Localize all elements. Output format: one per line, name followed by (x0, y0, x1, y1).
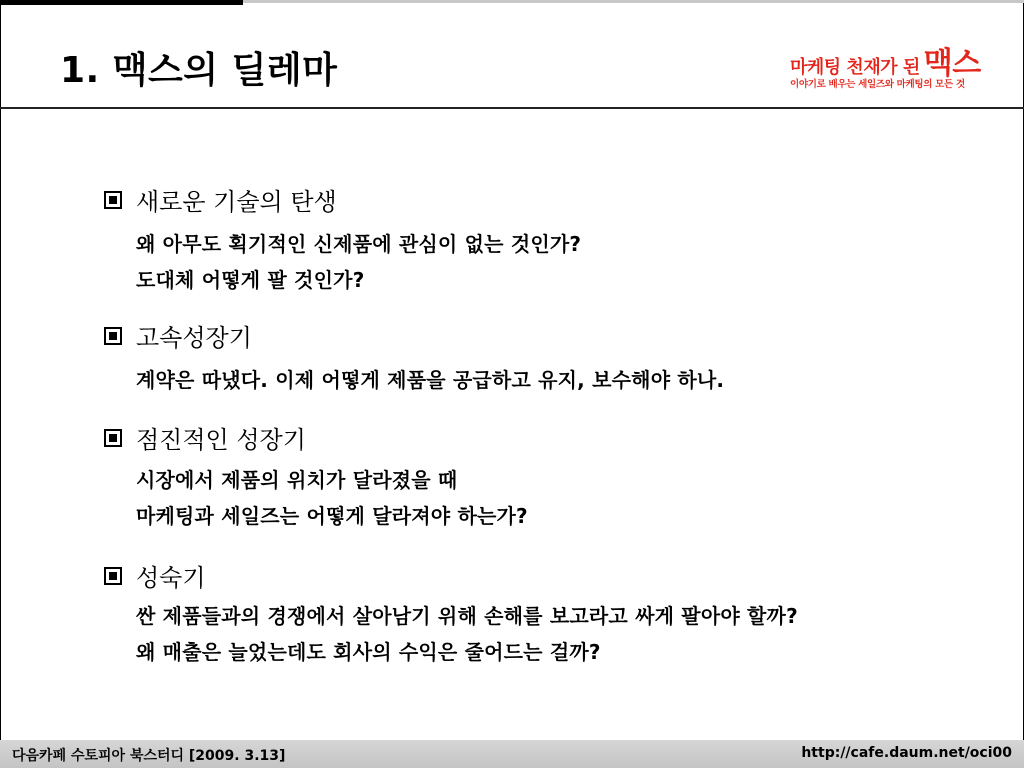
section-2-line-1: 계약은 따냈다. 이제 어떻게 제품을 공급하고 유지, 보수해야 하나. (136, 368, 725, 392)
top-stripe-light (243, 0, 1024, 3)
square-bullet-icon (104, 327, 122, 345)
section-3-line-1: 시장에서 제품의 위치가 달라졌을 때 (136, 468, 458, 492)
section-4-line-1: 싼 제품들과의 경쟁에서 살아남기 위해 손해를 보고라고 싸게 팔아야 할까? (136, 604, 798, 628)
footer-bar (0, 740, 1024, 768)
section-heading-4 (104, 558, 206, 593)
section-heading-text: 성숙기 (136, 564, 206, 592)
footer-source: 다음카페 수토피아 북스터디 [2009. 3.13] (12, 748, 286, 764)
square-bullet-icon (104, 567, 122, 585)
section-heading-text: 고속성장기 (136, 324, 252, 352)
section-heading-text: 점진적인 성장기 (136, 426, 306, 454)
logo-name: 맥스 (923, 46, 981, 81)
section-3-line-2: 마케팅과 세일즈는 어떻게 달라져야 하는가? (136, 504, 528, 528)
logo (790, 24, 1010, 96)
header-divider (0, 107, 1024, 109)
section-heading-3 (104, 420, 306, 455)
top-stripe-dark (0, 0, 243, 5)
section-heading-1 (104, 182, 337, 217)
section-1-line-1: 왜 아무도 획기적인 신제품에 관심이 없는 것인가? (136, 232, 582, 256)
footer-url: http://cafe.daum.net/oci00 (801, 745, 1012, 761)
logo-subtitle: 이야기로 배우는 세일즈와 마케팅의 모든 것 (790, 79, 965, 90)
square-bullet-icon (104, 191, 122, 209)
square-bullet-icon (104, 429, 122, 447)
section-heading-text: 새로운 기술의 탄생 (136, 188, 337, 216)
logo-prefix: 마케팅 천재가 된 (790, 57, 920, 78)
slide-title: 1. 맥스의 딜레마 (60, 50, 338, 91)
section-4-line-2: 왜 매출은 늘었는데도 회사의 수익은 줄어드는 걸까? (136, 640, 601, 664)
section-1-line-2: 도대체 어떻게 팔 것인가? (136, 268, 365, 292)
section-heading-2 (104, 318, 252, 353)
